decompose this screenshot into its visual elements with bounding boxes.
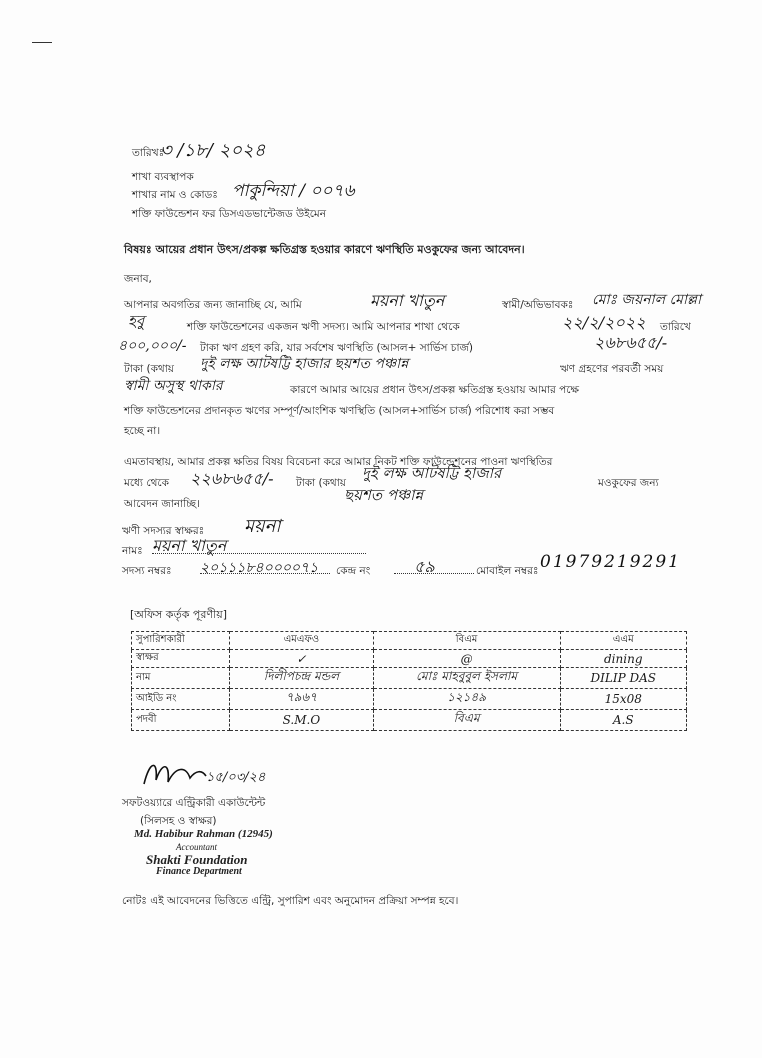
table-cell: @ <box>373 650 560 668</box>
request-line-2-mid: টাকা (কথায় <box>296 477 346 489</box>
branch-name-label: শাখার নাম ও কোডঃ <box>132 189 218 201</box>
member-name-label: নামঃ <box>122 545 143 557</box>
loan-balance-hand: ২৬৮৬৫৫/- <box>594 333 668 352</box>
table-cell: A.S <box>560 710 687 731</box>
request-line-2: মধ্যে থেকে <box>124 477 169 489</box>
table-cell: S.M.O <box>230 710 373 731</box>
date-value: ৩ /১৮/ ২০২৪ <box>160 140 266 161</box>
table-cell: dining <box>560 650 687 668</box>
loan-amount-hand: ৪০০,০০০/- <box>118 338 187 354</box>
table-row <box>132 689 687 710</box>
table-header-row <box>132 632 687 650</box>
column-header: সুপারিশকারী <box>132 632 230 650</box>
stamp-role: Accountant <box>176 842 217 852</box>
member-signature-label: ঋণী সদস্যর স্বাক্ষরঃ <box>122 525 205 537</box>
branch-manager-label: শাখা ব্যবস্থাপক <box>132 171 194 183</box>
foundation-line: শক্তি ফাউন্ডেশন ফর ডিসএডভান্টেজড উইমেন <box>132 208 327 220</box>
body-line-1: আপনার অবগতির জন্য জানাচ্ছি যে, আমি <box>124 299 302 311</box>
member-name-hand: ময়না খাতুন <box>152 536 227 555</box>
footer-note: নোটঃ এই আবেদনের ভিত্তিতে এন্ট্রি, সুপারিশ এবং অনুমোদন প্রক্রিয়া সম্পন্ন হবে। <box>122 895 459 907</box>
body-line-4: টাকা (কথায় <box>124 363 174 375</box>
salutation: জনাব, <box>124 273 152 285</box>
office-heading: [অফিস কর্তৃক পূরণীয়] <box>130 608 227 621</box>
center-dotted-line <box>394 573 474 574</box>
body-line-6: শক্তি ফাউন্ডেশনের প্রদানকৃত ঋণের সম্পূর্ণ/আংশিক ঋণস্থিতি (আসল+সার্ভিস চার্জ) পরিশোধ করা সম্ভব <box>124 405 555 417</box>
column-header: বিএম <box>373 632 560 650</box>
name-dotted-line <box>152 553 366 554</box>
table-row <box>132 710 687 731</box>
guardian-label: স্বামী/অভিভাবকঃ <box>502 299 574 311</box>
accountant-title: সফটওয়্যারে এন্ট্রিকারী একাউন্টেন্ট <box>122 797 266 809</box>
accountant-sign-date: ১৫/০৩/২৪ <box>206 770 266 785</box>
guardian-name-hand: মোঃ জয়নাল মোল্লা <box>592 292 702 308</box>
center-number-hand: ৫৯ <box>414 557 435 576</box>
body-line-2: শক্তি ফাউন্ডেশনের একজন ঋণী সদস্য। আমি আপনার শাখা থেকে <box>187 321 460 333</box>
reason-hand: স্বামী অসুস্থ থাকার <box>124 378 223 394</box>
member-signature: ময়না <box>244 516 281 537</box>
date-label: তারিখঃ <box>132 147 165 159</box>
center-label: কেন্দ্র নং <box>336 565 371 577</box>
recommendation-table <box>131 631 687 731</box>
guardian-name-continued: হবু <box>128 312 145 330</box>
table-cell: বিএম <box>373 710 560 731</box>
row-label: আইডি নং <box>132 689 230 710</box>
loan-date-hand: ২২/২/২০২২ <box>562 313 646 332</box>
stamp-dept: Finance Department <box>156 866 242 877</box>
table-cell: মোঃ মাহবুবুল ইসলাম <box>373 668 560 689</box>
column-header: এএম <box>560 632 687 650</box>
table-cell: DILIP DAS <box>560 668 687 689</box>
request-line-1: এমতাবস্থায়, আমার প্রকল্প ক্ষতির বিষয় বিবেচনা করে আমার নিকট শক্তি ফাউন্ডেশনের পাওনা ঋণস্থিতির <box>124 456 553 468</box>
table-row <box>132 668 687 689</box>
stamp-name: Md. Habibur Rahman (12945) <box>134 828 273 840</box>
table-row <box>132 650 687 668</box>
table-cell: দিলীপচন্দ্র মন্ডল <box>230 668 373 689</box>
member-number-hand: ২০১১১৮৪০০০০৭১ <box>200 560 319 576</box>
table-cell: ৭৯৬৭ <box>230 689 373 710</box>
table-cell: 15x08 <box>560 689 687 710</box>
waiver-amount-hand: ২২৬৮৬৫৫/- <box>190 469 274 488</box>
mobile-label: মোবাইল নম্বরঃ <box>476 565 539 577</box>
waiver-words-hand-2: ছয়শত পঞ্চান্ন <box>344 486 424 504</box>
column-header: এমএফও <box>230 632 373 650</box>
branch-name-value: পাকুন্দিয়া / ০০৭৬ <box>232 181 355 201</box>
accountant-signature <box>140 756 210 790</box>
row-label: নাম <box>132 668 230 689</box>
number-dotted-line <box>200 573 330 574</box>
body-line-4-end: ঋণ গ্রহণের পরবর্তী সময় <box>560 363 664 375</box>
row-label: পদবী <box>132 710 230 731</box>
row-label: স্বাক্ষর <box>132 650 230 668</box>
applicant-name-hand: ময়না খাতুন <box>370 291 445 310</box>
subject-line: বিষয়ঃ আয়ের প্রধান উৎস/প্রকল্প ক্ষতিগ্রস্ত হওয়ার কারণে ঋণস্থিতি মওকুফের জন্য আবেদন। <box>124 243 525 256</box>
table-cell: ১২১৪৯ <box>373 689 560 710</box>
body-line-7: হচ্ছে না। <box>124 425 161 437</box>
request-line-2-end: মওকুফের জন্য <box>598 477 659 489</box>
seal-sign-note: (সিলসহ ও স্বাক্ষর) <box>140 815 217 827</box>
request-line-3: আবেদন জানাচ্ছি। <box>124 498 200 510</box>
body-line-5: কারণে আমার আয়ের প্রধান উৎস/প্রকল্প ক্ষতিগ্রস্ত হওয়ায় আমার পক্ষে <box>290 384 579 396</box>
member-number-label: সদস্য নম্বরঃ <box>122 565 172 577</box>
stamp-org: Shakti Foundation <box>146 852 248 867</box>
body-line-3: টাকা ঋণ গ্রহণ করি, যার সর্বশেষ ঋণস্থিতি (আসল+ সার্ভিস চার্জ) <box>200 342 474 354</box>
date-suffix: তারিখে <box>660 321 691 333</box>
mobile-number-hand: 01979219291 <box>540 552 681 572</box>
table-cell: ✓ <box>230 650 373 668</box>
balance-words-hand: দুই লক্ষ আটষট্টি হাজার ছয়শত পঞ্চান্ন <box>200 356 409 372</box>
corner-mark <box>32 42 52 43</box>
waiver-words-hand: দুই লক্ষ আটষট্টি হাজার <box>362 464 502 482</box>
